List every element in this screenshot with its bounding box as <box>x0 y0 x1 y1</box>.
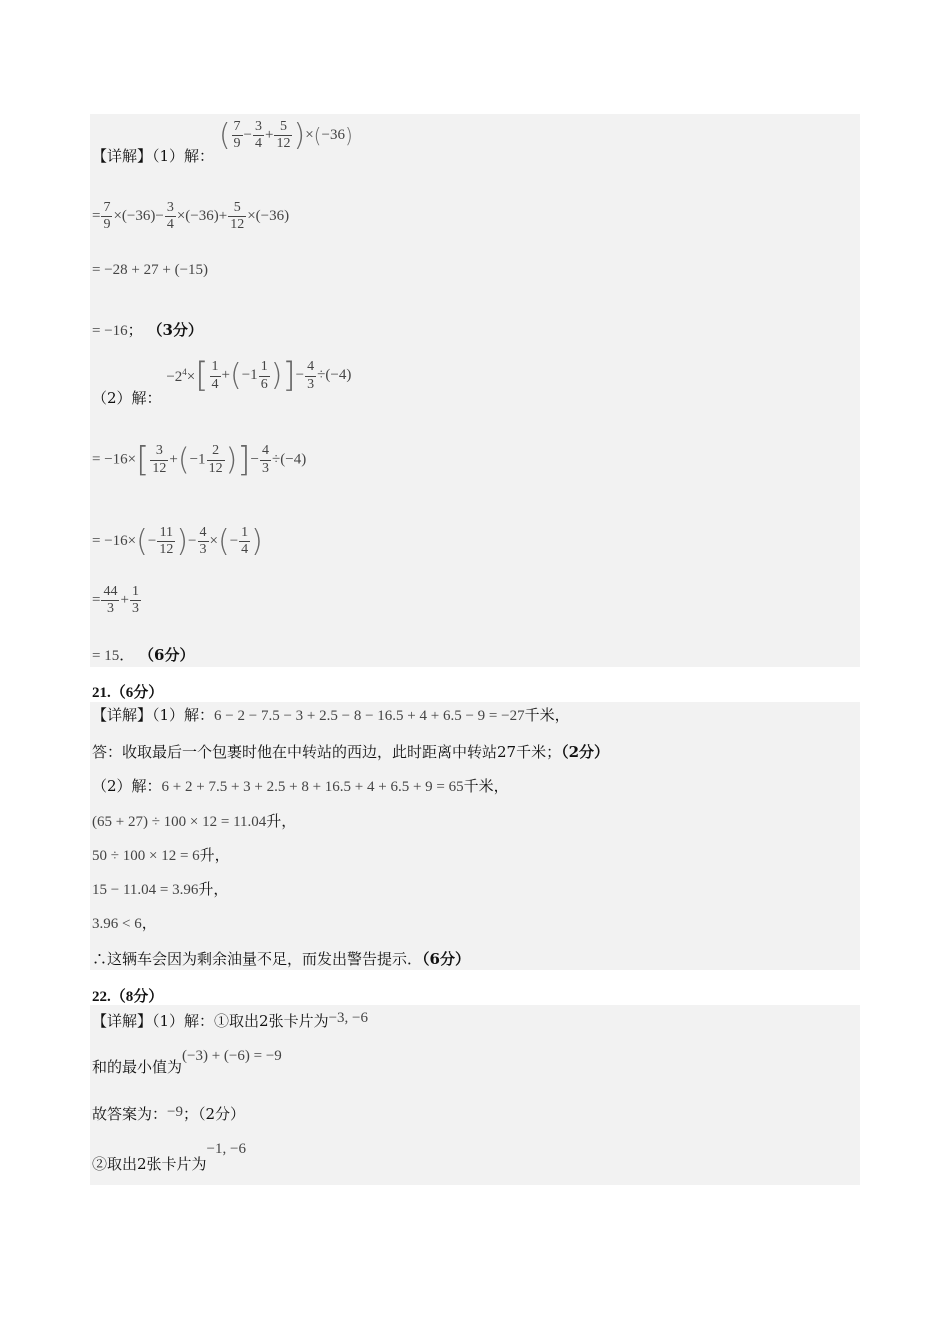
q20-part2-expression: $-2^4\times$[ $\frac{1}{4}$ +(−1 $\frac{1}{6}$ )]− $\frac{4}{3}$ ÷(−4) <box>166 356 352 396</box>
q21-heading: 21.（6分） <box>92 685 164 701</box>
q20-score-1: （3分） <box>147 321 203 339</box>
q21-part1-label: 【详解】（1）解： <box>92 706 215 724</box>
q21-score-1: （2分） <box>561 743 610 761</box>
q20-part2-step3: = $\frac{44}{3}$ + $\frac{1}{3}$ <box>92 584 139 617</box>
q22-answer-value: −9 <box>167 1104 183 1120</box>
q20-step1: = $\frac{7}{9}$ ×(−36)− $\frac{3}{4}$ ×(−36)+ $\frac{5}{12}$ ×(−36) <box>92 200 290 233</box>
q22-line-1 <box>92 1010 368 1031</box>
q21-part2-expression: 6 + 2 + 7.5 + 3 + 2.5 + 8 + 16.5 + 4 + 6.5 + 9 = 65 <box>161 779 464 795</box>
q22-line-4 <box>92 1141 246 1174</box>
q20-part1-expression: ( $\frac{7}{9}$ − $\frac{3}{4}$ + $\frac{5}{12}$ )×(−36) <box>218 118 353 153</box>
q20-part2-step1: = −16×[ $\frac{3}{12}$ +(−1 $\frac{2}{12}$ )]− $\frac{4}{3}$ ÷(−4) <box>92 440 307 480</box>
q22-score-1: ；（2分） <box>182 1105 246 1123</box>
q22-line-2 <box>92 1048 282 1077</box>
q20-part1-line <box>92 118 353 165</box>
q22-heading: 22.（8分） <box>92 989 164 1005</box>
q22-answer-label: 故答案为： <box>92 1105 168 1123</box>
q21-line-3 <box>92 775 509 796</box>
q20-detail-label: 【详解】（1）解： <box>92 146 215 165</box>
q22-cards-2: −1, −6 <box>206 1141 246 1157</box>
q21-line-2 <box>92 741 609 762</box>
q21-line-4 <box>92 810 296 831</box>
q22-line-3 <box>92 1103 245 1124</box>
q21-remaining-expression: 15 − 11.04 = 3.96 <box>92 882 199 898</box>
q21-fuel-unit: 升， <box>266 812 297 830</box>
q20-step2: = −28 + 27 + (−15) <box>92 262 209 278</box>
q20-step3: = −16； （3分） <box>92 321 203 339</box>
q21-line-8 <box>92 948 470 969</box>
q21-answer-text: 答：收取最后一个包裹时他在中转站的西边，此时距离中转站27千米； <box>92 743 562 761</box>
q21-line-1 <box>92 704 570 725</box>
q21-threshold-unit: 升， <box>199 846 230 864</box>
q20-score-2: （6分） <box>139 646 195 664</box>
q20-part2-label: （2）解： <box>92 389 162 408</box>
q22-cards-1: −3, −6 <box>328 1010 369 1026</box>
q21-compare-unit: ， <box>141 914 157 932</box>
q21-compare-expression: 3.96 < 6 <box>92 916 142 932</box>
q20-semicolon: ； <box>127 321 143 339</box>
q21-fuel-expression: (65 + 27) ÷ 100 × 12 = 11.04 <box>92 814 267 830</box>
q21-line-6 <box>92 878 228 899</box>
q20-part2-line <box>92 356 352 408</box>
q21-line-5 <box>92 844 230 865</box>
q21-threshold-expression: 50 ÷ 100 × 12 = 6 <box>92 848 200 864</box>
q21-conclusion: ∴这辆车会因为剩余油量不足，而发出警告提示． <box>92 950 423 968</box>
q21-part1-expression: 6 − 2 − 7.5 − 3 + 2.5 − 8 − 16.5 + 4 + 6.5 − 9 = −27 <box>214 708 525 724</box>
q21-remaining-unit: 升， <box>198 880 229 898</box>
q20-part2-step2: = −16×(− $\frac{11}{12}$ )− $\frac{4}{3}$ ×(− $\frac{1}{4}$ ) <box>92 524 263 559</box>
q22-part1-label: 【详解】（1）解：①取出2张卡片为 <box>92 1012 329 1030</box>
q21-part1-unit: 千米， <box>524 706 570 724</box>
q21-part2-label: （2）解： <box>92 777 162 795</box>
q21-line-7 <box>92 912 157 933</box>
q21-score-2: （6分） <box>422 950 470 968</box>
q20-period: ． <box>119 646 135 664</box>
q22-part2-label: ②取出2张卡片为 <box>92 1155 207 1173</box>
q20-part2-step4: = 15． （6分） <box>92 646 195 664</box>
q22-min-sum-expression: (−3) + (−6) = −9 <box>182 1048 282 1064</box>
q21-part2-unit: 千米， <box>463 777 509 795</box>
q22-min-sum-label: 和的最小值为 <box>92 1058 183 1076</box>
